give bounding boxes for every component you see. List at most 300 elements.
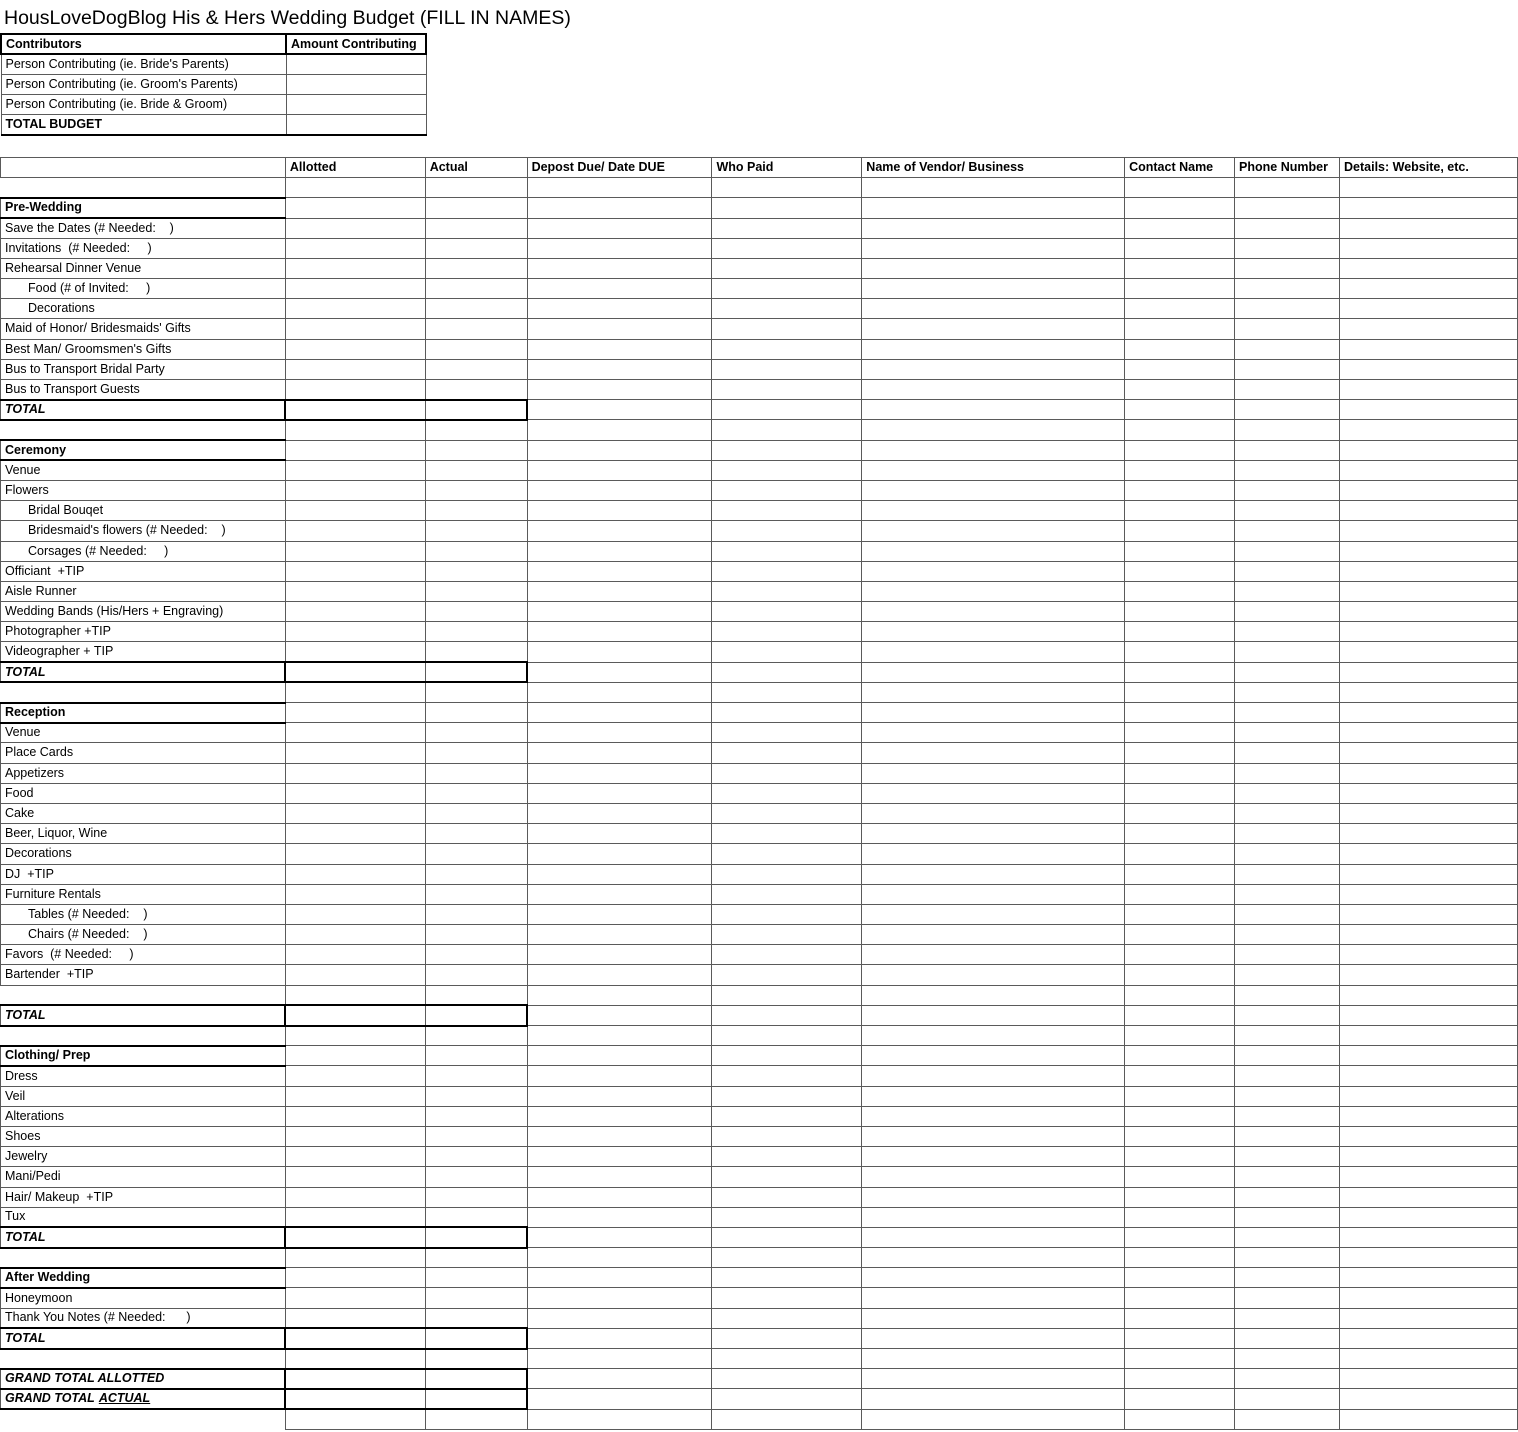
cell-actual[interactable] — [425, 1207, 527, 1227]
cell-phone[interactable] — [1235, 884, 1340, 904]
cell-vendor[interactable] — [862, 258, 1125, 278]
cell-phone[interactable] — [1235, 440, 1340, 460]
cell-details[interactable] — [1340, 440, 1518, 460]
cell-who-paid[interactable] — [712, 884, 862, 904]
cell-who-paid[interactable] — [712, 218, 862, 238]
cell-actual[interactable] — [425, 1126, 527, 1146]
cell-deposit-due[interactable] — [527, 178, 712, 198]
cell-who-paid[interactable] — [712, 682, 862, 702]
cell-details[interactable] — [1340, 904, 1518, 924]
cell-vendor[interactable] — [862, 460, 1125, 480]
cell-deposit-due[interactable] — [527, 965, 712, 985]
cell-details[interactable] — [1340, 1066, 1518, 1086]
cell-deposit-due[interactable] — [527, 824, 712, 844]
cell-contact-name[interactable] — [1125, 803, 1235, 823]
cell-vendor[interactable] — [862, 198, 1125, 218]
cell-phone[interactable] — [1235, 925, 1340, 945]
cell-allotted[interactable] — [285, 501, 425, 521]
cell-actual[interactable] — [425, 844, 527, 864]
cell-contact-name[interactable] — [1125, 420, 1235, 440]
cell-actual[interactable] — [425, 1248, 527, 1268]
cell-phone[interactable] — [1235, 1389, 1340, 1409]
cell-deposit-due[interactable] — [527, 1409, 712, 1429]
cell-allotted[interactable] — [285, 723, 425, 743]
cell-who-paid[interactable] — [712, 581, 862, 601]
cell-allotted[interactable] — [285, 1369, 425, 1389]
cell-actual[interactable] — [425, 864, 527, 884]
cell-actual[interactable] — [425, 1046, 527, 1066]
cell-allotted[interactable] — [285, 1167, 425, 1187]
cell-allotted[interactable] — [285, 1126, 425, 1146]
cell-actual[interactable] — [425, 1308, 527, 1328]
cell-allotted[interactable] — [285, 985, 425, 1005]
cell-vendor[interactable] — [862, 299, 1125, 319]
cell-contact-name[interactable] — [1125, 238, 1235, 258]
cell-who-paid[interactable] — [712, 359, 862, 379]
cell-allotted[interactable] — [285, 1106, 425, 1126]
cell-vendor[interactable] — [862, 925, 1125, 945]
cell-details[interactable] — [1340, 541, 1518, 561]
cell-who-paid[interactable] — [712, 1126, 862, 1146]
cell-phone[interactable] — [1235, 561, 1340, 581]
cell-phone[interactable] — [1235, 1147, 1340, 1167]
cell-contact-name[interactable] — [1125, 521, 1235, 541]
cell-phone[interactable] — [1235, 985, 1340, 1005]
cell-deposit-due[interactable] — [527, 743, 712, 763]
cell-phone[interactable] — [1235, 1288, 1340, 1308]
cell-allotted[interactable] — [285, 965, 425, 985]
cell-vendor[interactable] — [862, 662, 1125, 682]
cell-allotted[interactable] — [285, 703, 425, 723]
cell-details[interactable] — [1340, 1187, 1518, 1207]
cell-who-paid[interactable] — [712, 925, 862, 945]
cell-who-paid[interactable] — [712, 460, 862, 480]
cell-deposit-due[interactable] — [527, 460, 712, 480]
cell-details[interactable] — [1340, 884, 1518, 904]
cell-phone[interactable] — [1235, 359, 1340, 379]
cell-deposit-due[interactable] — [527, 440, 712, 460]
cell-contact-name[interactable] — [1125, 1187, 1235, 1207]
cell-deposit-due[interactable] — [527, 238, 712, 258]
cell-deposit-due[interactable] — [527, 299, 712, 319]
cell-deposit-due[interactable] — [527, 258, 712, 278]
cell-details[interactable] — [1340, 622, 1518, 642]
cell-who-paid[interactable] — [712, 602, 862, 622]
cell-phone[interactable] — [1235, 299, 1340, 319]
cell-deposit-due[interactable] — [527, 904, 712, 924]
cell-deposit-due[interactable] — [527, 400, 712, 420]
cell-details[interactable] — [1340, 299, 1518, 319]
cell-actual[interactable] — [425, 1369, 527, 1389]
cell-phone[interactable] — [1235, 844, 1340, 864]
cell-contact-name[interactable] — [1125, 178, 1235, 198]
cell-contact-name[interactable] — [1125, 824, 1235, 844]
cell-details[interactable] — [1340, 662, 1518, 682]
cell-allotted[interactable] — [285, 319, 425, 339]
cell-vendor[interactable] — [862, 380, 1125, 400]
cell-who-paid[interactable] — [712, 965, 862, 985]
cell-actual[interactable] — [425, 218, 527, 238]
cell-phone[interactable] — [1235, 1227, 1340, 1247]
cell-vendor[interactable] — [862, 1268, 1125, 1288]
cell-details[interactable] — [1340, 824, 1518, 844]
cell-vendor[interactable] — [862, 985, 1125, 1005]
cell-phone[interactable] — [1235, 198, 1340, 218]
cell-allotted[interactable] — [285, 1268, 425, 1288]
cell-allotted[interactable] — [285, 1409, 425, 1429]
cell-deposit-due[interactable] — [527, 723, 712, 743]
cell-contact-name[interactable] — [1125, 1349, 1235, 1369]
cell-vendor[interactable] — [862, 1227, 1125, 1247]
cell-who-paid[interactable] — [712, 662, 862, 682]
cell-contact-name[interactable] — [1125, 904, 1235, 924]
cell-actual[interactable] — [425, 682, 527, 702]
cell-allotted[interactable] — [285, 460, 425, 480]
cell-who-paid[interactable] — [712, 1026, 862, 1046]
cell-deposit-due[interactable] — [527, 783, 712, 803]
cell-contact-name[interactable] — [1125, 884, 1235, 904]
cell-deposit-due[interactable] — [527, 1268, 712, 1288]
cell-actual[interactable] — [425, 1167, 527, 1187]
cell-details[interactable] — [1340, 1248, 1518, 1268]
cell-deposit-due[interactable] — [527, 1106, 712, 1126]
cell-contact-name[interactable] — [1125, 642, 1235, 662]
cell-phone[interactable] — [1235, 581, 1340, 601]
cell-contact-name[interactable] — [1125, 561, 1235, 581]
cell-allotted[interactable] — [285, 561, 425, 581]
cell-vendor[interactable] — [862, 803, 1125, 823]
cell-contact-name[interactable] — [1125, 319, 1235, 339]
cell-phone[interactable] — [1235, 238, 1340, 258]
cell-actual[interactable] — [425, 178, 527, 198]
cell-vendor[interactable] — [862, 743, 1125, 763]
cell-contact-name[interactable] — [1125, 965, 1235, 985]
cell-vendor[interactable] — [862, 945, 1125, 965]
cell-deposit-due[interactable] — [527, 218, 712, 238]
cell-contact-name[interactable] — [1125, 1026, 1235, 1046]
cell-actual[interactable] — [425, 258, 527, 278]
cell-deposit-due[interactable] — [527, 884, 712, 904]
contributor-amount-cell[interactable] — [286, 74, 426, 94]
cell-who-paid[interactable] — [712, 1207, 862, 1227]
cell-allotted[interactable] — [285, 258, 425, 278]
cell-details[interactable] — [1340, 844, 1518, 864]
cell-details[interactable] — [1340, 1268, 1518, 1288]
cell-vendor[interactable] — [862, 541, 1125, 561]
contributor-amount-cell[interactable] — [286, 54, 426, 74]
cell-contact-name[interactable] — [1125, 763, 1235, 783]
cell-actual[interactable] — [425, 602, 527, 622]
cell-who-paid[interactable] — [712, 1086, 862, 1106]
cell-vendor[interactable] — [862, 1369, 1125, 1389]
cell-allotted[interactable] — [285, 602, 425, 622]
cell-who-paid[interactable] — [712, 561, 862, 581]
cell-allotted[interactable] — [285, 541, 425, 561]
cell-details[interactable] — [1340, 945, 1518, 965]
cell-deposit-due[interactable] — [527, 501, 712, 521]
cell-actual[interactable] — [425, 743, 527, 763]
cell-allotted[interactable] — [285, 682, 425, 702]
cell-deposit-due[interactable] — [527, 561, 712, 581]
cell-details[interactable] — [1340, 238, 1518, 258]
cell-actual[interactable] — [425, 440, 527, 460]
cell-vendor[interactable] — [862, 238, 1125, 258]
cell-deposit-due[interactable] — [527, 380, 712, 400]
cell-contact-name[interactable] — [1125, 1066, 1235, 1086]
cell-actual[interactable] — [425, 238, 527, 258]
cell-phone[interactable] — [1235, 460, 1340, 480]
cell-contact-name[interactable] — [1125, 1369, 1235, 1389]
cell-who-paid[interactable] — [712, 501, 862, 521]
cell-deposit-due[interactable] — [527, 1046, 712, 1066]
cell-contact-name[interactable] — [1125, 258, 1235, 278]
cell-actual[interactable] — [425, 662, 527, 682]
cell-contact-name[interactable] — [1125, 1106, 1235, 1126]
cell-allotted[interactable] — [285, 1066, 425, 1086]
cell-deposit-due[interactable] — [527, 541, 712, 561]
cell-details[interactable] — [1340, 319, 1518, 339]
cell-phone[interactable] — [1235, 279, 1340, 299]
cell-phone[interactable] — [1235, 218, 1340, 238]
cell-phone[interactable] — [1235, 319, 1340, 339]
cell-vendor[interactable] — [862, 581, 1125, 601]
cell-phone[interactable] — [1235, 1248, 1340, 1268]
cell-contact-name[interactable] — [1125, 1308, 1235, 1328]
cell-actual[interactable] — [425, 359, 527, 379]
cell-deposit-due[interactable] — [527, 1308, 712, 1328]
cell-vendor[interactable] — [862, 844, 1125, 864]
cell-details[interactable] — [1340, 339, 1518, 359]
cell-vendor[interactable] — [862, 1308, 1125, 1328]
cell-phone[interactable] — [1235, 480, 1340, 500]
cell-vendor[interactable] — [862, 824, 1125, 844]
cell-phone[interactable] — [1235, 178, 1340, 198]
cell-who-paid[interactable] — [712, 319, 862, 339]
cell-deposit-due[interactable] — [527, 1086, 712, 1106]
cell-vendor[interactable] — [862, 1288, 1125, 1308]
cell-deposit-due[interactable] — [527, 682, 712, 702]
cell-details[interactable] — [1340, 480, 1518, 500]
cell-who-paid[interactable] — [712, 783, 862, 803]
cell-allotted[interactable] — [285, 1389, 425, 1409]
cell-allotted[interactable] — [285, 1308, 425, 1328]
cell-allotted[interactable] — [285, 925, 425, 945]
cell-actual[interactable] — [425, 1005, 527, 1025]
cell-contact-name[interactable] — [1125, 501, 1235, 521]
cell-deposit-due[interactable] — [527, 319, 712, 339]
cell-contact-name[interactable] — [1125, 783, 1235, 803]
cell-allotted[interactable] — [285, 581, 425, 601]
cell-who-paid[interactable] — [712, 521, 862, 541]
cell-deposit-due[interactable] — [527, 359, 712, 379]
cell-contact-name[interactable] — [1125, 1268, 1235, 1288]
cell-contact-name[interactable] — [1125, 985, 1235, 1005]
cell-vendor[interactable] — [862, 1126, 1125, 1146]
cell-allotted[interactable] — [285, 420, 425, 440]
cell-vendor[interactable] — [862, 783, 1125, 803]
cell-actual[interactable] — [425, 400, 527, 420]
cell-who-paid[interactable] — [712, 1308, 862, 1328]
cell-actual[interactable] — [425, 884, 527, 904]
cell-deposit-due[interactable] — [527, 1005, 712, 1025]
cell-deposit-due[interactable] — [527, 602, 712, 622]
cell-vendor[interactable] — [862, 965, 1125, 985]
cell-allotted[interactable] — [285, 642, 425, 662]
cell-details[interactable] — [1340, 1328, 1518, 1348]
cell-deposit-due[interactable] — [527, 581, 712, 601]
cell-contact-name[interactable] — [1125, 460, 1235, 480]
cell-vendor[interactable] — [862, 1066, 1125, 1086]
cell-allotted[interactable] — [285, 803, 425, 823]
cell-details[interactable] — [1340, 703, 1518, 723]
cell-who-paid[interactable] — [712, 400, 862, 420]
cell-deposit-due[interactable] — [527, 1349, 712, 1369]
cell-allotted[interactable] — [285, 339, 425, 359]
cell-details[interactable] — [1340, 1005, 1518, 1025]
cell-phone[interactable] — [1235, 541, 1340, 561]
cell-phone[interactable] — [1235, 521, 1340, 541]
cell-details[interactable] — [1340, 279, 1518, 299]
cell-phone[interactable] — [1235, 743, 1340, 763]
cell-vendor[interactable] — [862, 622, 1125, 642]
cell-actual[interactable] — [425, 319, 527, 339]
cell-vendor[interactable] — [862, 561, 1125, 581]
cell-deposit-due[interactable] — [527, 703, 712, 723]
cell-vendor[interactable] — [862, 904, 1125, 924]
cell-who-paid[interactable] — [712, 1147, 862, 1167]
cell-contact-name[interactable] — [1125, 581, 1235, 601]
cell-deposit-due[interactable] — [527, 339, 712, 359]
cell-phone[interactable] — [1235, 1328, 1340, 1348]
cell-who-paid[interactable] — [712, 824, 862, 844]
cell-phone[interactable] — [1235, 662, 1340, 682]
cell-details[interactable] — [1340, 864, 1518, 884]
cell-deposit-due[interactable] — [527, 844, 712, 864]
cell-contact-name[interactable] — [1125, 743, 1235, 763]
cell-contact-name[interactable] — [1125, 1167, 1235, 1187]
cell-deposit-due[interactable] — [527, 662, 712, 682]
cell-actual[interactable] — [425, 1227, 527, 1247]
cell-allotted[interactable] — [285, 1086, 425, 1106]
cell-allotted[interactable] — [285, 218, 425, 238]
cell-actual[interactable] — [425, 1086, 527, 1106]
cell-actual[interactable] — [425, 541, 527, 561]
cell-contact-name[interactable] — [1125, 279, 1235, 299]
cell-who-paid[interactable] — [712, 743, 862, 763]
cell-vendor[interactable] — [862, 703, 1125, 723]
cell-actual[interactable] — [425, 904, 527, 924]
cell-who-paid[interactable] — [712, 440, 862, 460]
cell-actual[interactable] — [425, 1106, 527, 1126]
cell-vendor[interactable] — [862, 602, 1125, 622]
cell-contact-name[interactable] — [1125, 1227, 1235, 1247]
cell-phone[interactable] — [1235, 258, 1340, 278]
cell-contact-name[interactable] — [1125, 198, 1235, 218]
cell-details[interactable] — [1340, 1147, 1518, 1167]
cell-phone[interactable] — [1235, 1308, 1340, 1328]
cell-details[interactable] — [1340, 965, 1518, 985]
cell-who-paid[interactable] — [712, 864, 862, 884]
cell-details[interactable] — [1340, 359, 1518, 379]
cell-vendor[interactable] — [862, 1026, 1125, 1046]
cell-deposit-due[interactable] — [527, 1227, 712, 1247]
cell-actual[interactable] — [425, 622, 527, 642]
cell-phone[interactable] — [1235, 1167, 1340, 1187]
cell-allotted[interactable] — [285, 622, 425, 642]
cell-contact-name[interactable] — [1125, 440, 1235, 460]
cell-allotted[interactable] — [285, 480, 425, 500]
cell-actual[interactable] — [425, 783, 527, 803]
cell-deposit-due[interactable] — [527, 925, 712, 945]
cell-actual[interactable] — [425, 824, 527, 844]
cell-who-paid[interactable] — [712, 622, 862, 642]
cell-phone[interactable] — [1235, 1026, 1340, 1046]
cell-vendor[interactable] — [862, 1389, 1125, 1409]
cell-who-paid[interactable] — [712, 723, 862, 743]
cell-phone[interactable] — [1235, 945, 1340, 965]
cell-details[interactable] — [1340, 581, 1518, 601]
cell-details[interactable] — [1340, 521, 1518, 541]
cell-vendor[interactable] — [862, 1147, 1125, 1167]
cell-phone[interactable] — [1235, 965, 1340, 985]
cell-phone[interactable] — [1235, 1126, 1340, 1146]
cell-details[interactable] — [1340, 1389, 1518, 1409]
contributor-amount-cell[interactable] — [286, 95, 426, 115]
cell-contact-name[interactable] — [1125, 844, 1235, 864]
cell-details[interactable] — [1340, 1409, 1518, 1429]
cell-who-paid[interactable] — [712, 985, 862, 1005]
cell-phone[interactable] — [1235, 1086, 1340, 1106]
cell-contact-name[interactable] — [1125, 602, 1235, 622]
cell-allotted[interactable] — [285, 521, 425, 541]
cell-contact-name[interactable] — [1125, 1147, 1235, 1167]
cell-deposit-due[interactable] — [527, 1066, 712, 1086]
cell-vendor[interactable] — [862, 480, 1125, 500]
cell-allotted[interactable] — [285, 1328, 425, 1348]
cell-deposit-due[interactable] — [527, 279, 712, 299]
cell-vendor[interactable] — [862, 884, 1125, 904]
cell-who-paid[interactable] — [712, 258, 862, 278]
cell-contact-name[interactable] — [1125, 299, 1235, 319]
cell-phone[interactable] — [1235, 400, 1340, 420]
cell-contact-name[interactable] — [1125, 218, 1235, 238]
cell-deposit-due[interactable] — [527, 642, 712, 662]
cell-contact-name[interactable] — [1125, 1046, 1235, 1066]
cell-contact-name[interactable] — [1125, 1409, 1235, 1429]
cell-allotted[interactable] — [285, 844, 425, 864]
cell-actual[interactable] — [425, 1066, 527, 1086]
cell-vendor[interactable] — [862, 178, 1125, 198]
cell-who-paid[interactable] — [712, 480, 862, 500]
cell-deposit-due[interactable] — [527, 480, 712, 500]
cell-details[interactable] — [1340, 763, 1518, 783]
cell-actual[interactable] — [425, 339, 527, 359]
cell-who-paid[interactable] — [712, 1106, 862, 1126]
cell-allotted[interactable] — [285, 945, 425, 965]
cell-allotted[interactable] — [285, 198, 425, 218]
cell-contact-name[interactable] — [1125, 1086, 1235, 1106]
cell-phone[interactable] — [1235, 501, 1340, 521]
cell-vendor[interactable] — [862, 682, 1125, 702]
cell-who-paid[interactable] — [712, 1005, 862, 1025]
cell-vendor[interactable] — [862, 1187, 1125, 1207]
cell-contact-name[interactable] — [1125, 662, 1235, 682]
cell-deposit-due[interactable] — [527, 1288, 712, 1308]
cell-deposit-due[interactable] — [527, 198, 712, 218]
cell-details[interactable] — [1340, 1106, 1518, 1126]
cell-allotted[interactable] — [285, 178, 425, 198]
cell-vendor[interactable] — [862, 279, 1125, 299]
